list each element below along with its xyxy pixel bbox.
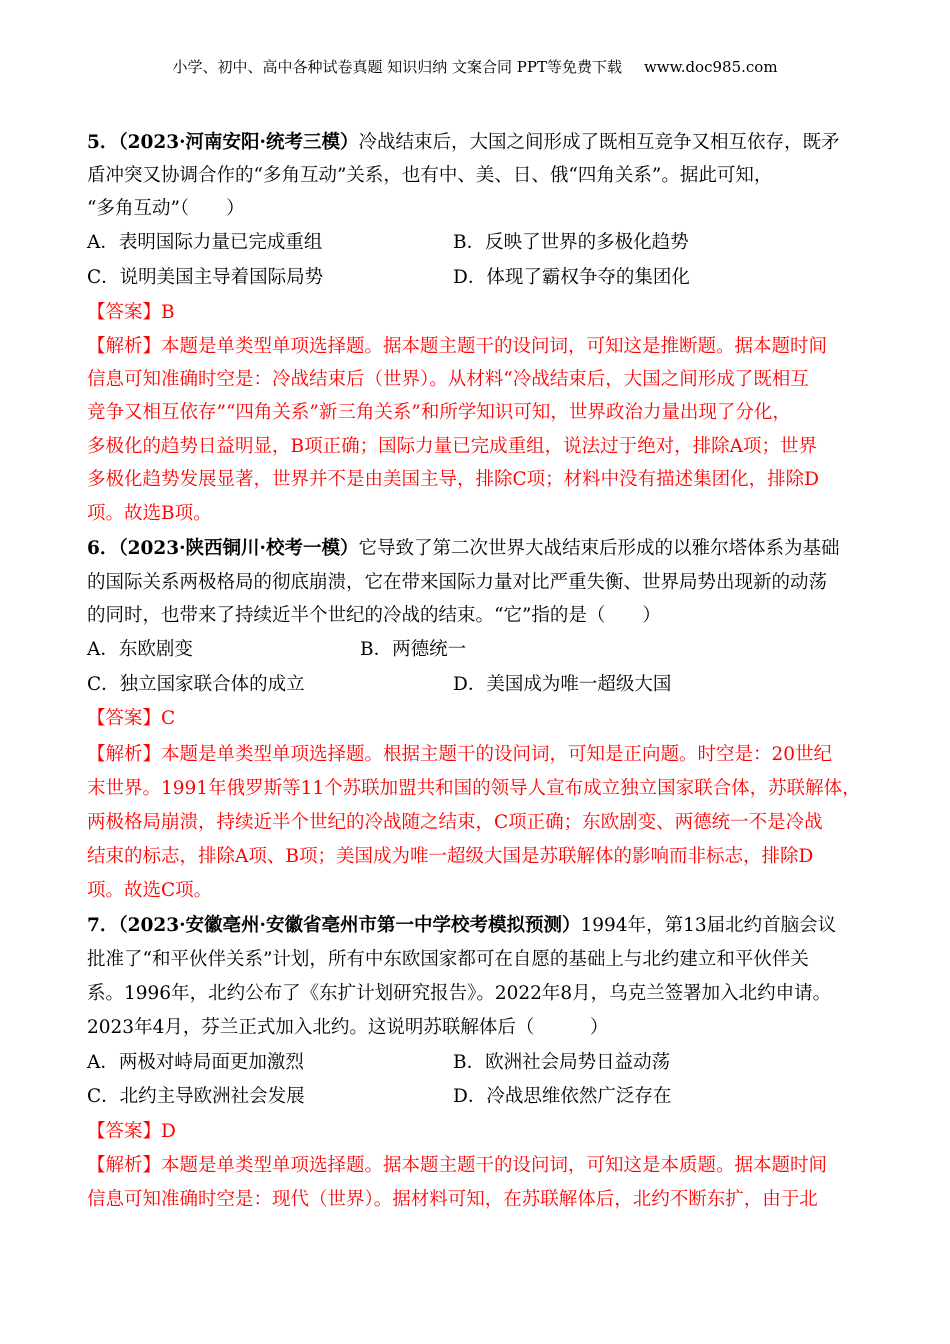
q5-analysis-line-5: 多极化趋势发展显著，世界并不是由美国主导，排除C项；材料中没有描述集团化，排除D (87, 469, 819, 490)
q7-option-c: C．北约主导欧洲社会发展 (87, 1086, 305, 1107)
q6-option-d: D．美国成为唯一超级大国 (453, 674, 672, 695)
q6-heading: 6．（2023·陕西铜川·校考一模） (87, 538, 359, 559)
q7-heading: 7．（2023·安徽亳州·安徽省亳州市第一中学校考模拟预测） (87, 915, 581, 936)
q7-analysis-line-1: 【解析】本题是单类型单项选择题。据本题主题干的设问词，可知这是本质题。据本题时间 (87, 1155, 828, 1176)
q6-analysis-line-4: 结束的标志，排除A项、B项；美国成为唯一超级大国是苏联解体的影响而非标志，排除D (87, 846, 814, 867)
q6-option-c: C．独立国家联合体的成立 (87, 674, 305, 695)
q6-analysis-line-2: 末世界。1991年俄罗斯等11个苏联加盟共和国的领导人宣布成立独立国家联合体，苏联解体， (87, 778, 861, 799)
q5-stem-line-2: 盾冲突又协调合作的“多角互动”关系，也有中、美、日、俄“四角关系”。据此可知， (87, 165, 773, 186)
q6-option-b: B．两德统一 (360, 639, 467, 660)
q6-stem-line-2: 的国际关系两极格局的彻底崩溃，它在带来国际力量对比严重失衡、世界局势出现新的动荡 (87, 572, 828, 593)
header-text: 小学、初中、高中各种试卷真题 知识归纳 文案合同 PPT等免费下载 (172, 58, 622, 76)
q7-option-d: D．冷战思维依然广泛存在 (453, 1086, 672, 1107)
q6-analysis-line-3: 两极格局崩溃，持续近半个世纪的冷战随之结束，C项正确；东欧剧变、两德统一不是冷战 (87, 812, 823, 833)
q5-stem-line-3: “多角互动”（ ） (87, 198, 245, 219)
q6-stem-line-3: 的同时，也带来了持续近半个世纪的冷战的结束。“它”指的是（ ） (87, 605, 661, 626)
q7-answer: 【答案】D (87, 1121, 176, 1142)
q5-option-a: A．表明国际力量已完成重组 (87, 232, 323, 253)
q5-option-c: C．说明美国主导着国际局势 (87, 267, 324, 288)
q6-analysis-line-1: 【解析】本题是单类型单项选择题。根据主题干的设问词，可知是正向题。时空是：20世纪 (87, 744, 833, 765)
q6-answer: 【答案】C (87, 708, 176, 729)
q5-analysis-line-4: 多极化的趋势日益明显，B项正确；国际力量已完成重组，说法过于绝对，排除A项；世界 (87, 436, 817, 457)
q6-analysis-line-5: 项。故选C项。 (87, 880, 213, 901)
q5-answer: 【答案】B (87, 302, 175, 323)
q5-analysis-line-2: 信息可知准确时空是：冷战结束后（世界）。从材料“冷战结束后，大国之间形成了既相互 (87, 369, 809, 390)
q6-option-a: A．东欧剧变 (87, 639, 193, 660)
q5-option-d: D．体现了霸权争夺的集团化 (453, 267, 690, 288)
q7-stem-line-1: 7．（2023·安徽亳州·安徽省亳州市第一中学校考模拟预测）1994年，第13届北约首脑会议 (87, 915, 837, 936)
q5-analysis-line-6: 项。故选B项。 (87, 503, 212, 524)
q7-option-b: B．欧洲社会局势日益动荡 (453, 1052, 671, 1073)
q5-heading: 5．（2023·河南安阳·统考三模） (87, 132, 359, 153)
q7-stem-line-2: 批准了“和平伙伴关系”计划，所有中东欧国家都可在自愿的基础上与北约建立和平伙伴关 (87, 949, 809, 970)
q5-stem-line-1: 5．（2023·河南安阳·统考三模）冷战结束后，大国之间形成了既相互竞争又相互依存，既矛 (87, 132, 840, 153)
q7-analysis-line-2: 信息可知准确时空是：现代（世界）。据材料可知，在苏联解体后，北约不断东扩，由于北 (87, 1189, 818, 1210)
q7-stem-line-4: 2023年4月，芬兰正式加入北约。这说明苏联解体后（ ） (87, 1017, 609, 1038)
page-header (0, 56, 950, 77)
q7-option-a: A．两极对峙局面更加激烈 (87, 1052, 304, 1073)
q7-stem-line-3: 系。1996年，北约公布了《东扩计划研究报告》。2022年8月，乌克兰签署加入北约申请。 (87, 983, 832, 1004)
q6-stem-line-1: 6．（2023·陕西铜川·校考一模）它导致了第二次世界大战结束后形成的以雅尔塔体系为基础 (87, 538, 840, 559)
q5-analysis-line-3: 竞争又相互依存”“四角关系”新三角关系”和所学知识可知，世界政治力量出现了分化， (87, 402, 791, 423)
q5-option-b: B．反映了世界的多极化趋势 (453, 232, 689, 253)
header-url[interactable]: www.doc985.com (643, 58, 778, 76)
q5-analysis-line-1: 【解析】本题是单类型单项选择题。据本题主题干的设问词，可知这是推断题。据本题时间 (87, 336, 828, 357)
